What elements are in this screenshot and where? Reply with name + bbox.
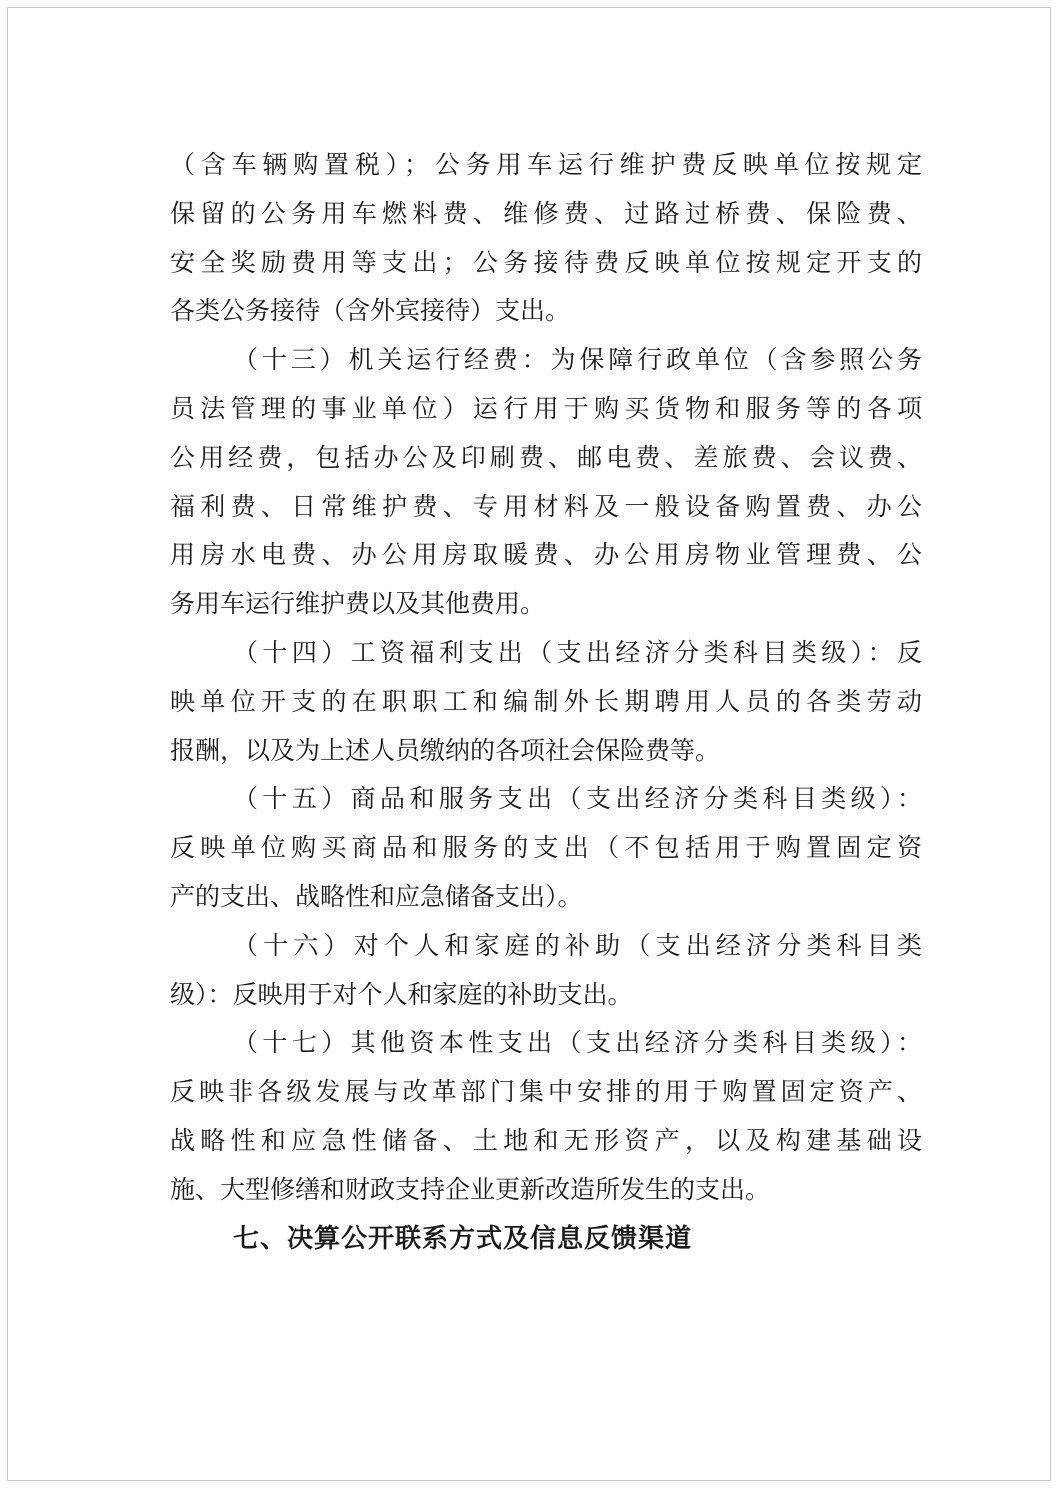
text-line: 反映单位购买商品和服务的支出（不包括用于购置固定资 <box>170 833 922 863</box>
text-line: 报酬，以及为上述人员缴纳的各项社会保险费等。 <box>170 735 721 765</box>
paragraph-item-16 <box>170 922 922 1020</box>
text-line: 保留的公务用车燃料费、维修费、过路过桥费、保险费、 <box>170 198 922 228</box>
text-line: （十六）对个人和家庭的补助（支出经济分类科目类 <box>233 930 922 960</box>
text-line: （十五）商品和服务支出（支出经济分类科目类级）： <box>233 784 922 814</box>
text-line: （含车辆购置税）；公务用车运行维护费反映单位按规定 <box>170 150 922 179</box>
paragraph-vehicle-costs <box>170 141 922 336</box>
text-line: 反映非各级发展与改革部门集中安排的用于购置固定资产、 <box>170 1077 922 1107</box>
text-line: 公用经费，包括办公及印刷费、邮电费、差旅费、会议费、 <box>170 442 922 472</box>
text-line: 产的支出、战略性和应急储备支出）。 <box>170 881 583 911</box>
text-line: 福利费、日常维护费、专用材料及一般设备购置费、办公 <box>170 491 922 521</box>
text-line: 映单位开支的在职职工和编制外长期聘用人员的各类劳动 <box>170 686 922 716</box>
section-heading: 七、决算公开联系方式及信息反馈渠道 <box>233 1223 693 1254</box>
text-line: 战略性和应急性储备、土地和无形资产，以及构建基础设 <box>170 1125 922 1155</box>
text-line: 安全奖励费用等支出；公务接待费反映单位按规定开支的 <box>170 247 922 277</box>
paragraph-item-17 <box>170 1019 922 1214</box>
text-line: （十四）工资福利支出（支出经济分类科目类级）：反 <box>233 637 922 667</box>
text-line: 各类公务接待（含外宾接待）支出。 <box>170 296 571 326</box>
text-line: 用房水电费、办公用房取暖费、办公用房物业管理费、公 <box>170 540 922 570</box>
text-line: （十三）机关运行经费：为保障行政单位（含参照公务 <box>233 345 922 375</box>
text-line: （十七）其他资本性支出（支出经济分类科目类级）： <box>233 1028 922 1058</box>
document-body <box>170 141 922 1263</box>
text-line: 务用车运行维护费以及其他费用。 <box>170 589 546 619</box>
text-line: 级）：反映用于对个人和家庭的补助支出。 <box>170 979 633 1009</box>
text-line: 施、大型修缮和财政支持企业更新改造所发生的支出。 <box>170 1174 771 1204</box>
text-line: 员法管理的事业单位）运行用于购买货物和服务等的各项 <box>170 393 922 423</box>
paragraph-item-14 <box>170 629 922 775</box>
paragraph-item-13 <box>170 336 922 629</box>
paragraph-item-15 <box>170 775 922 921</box>
